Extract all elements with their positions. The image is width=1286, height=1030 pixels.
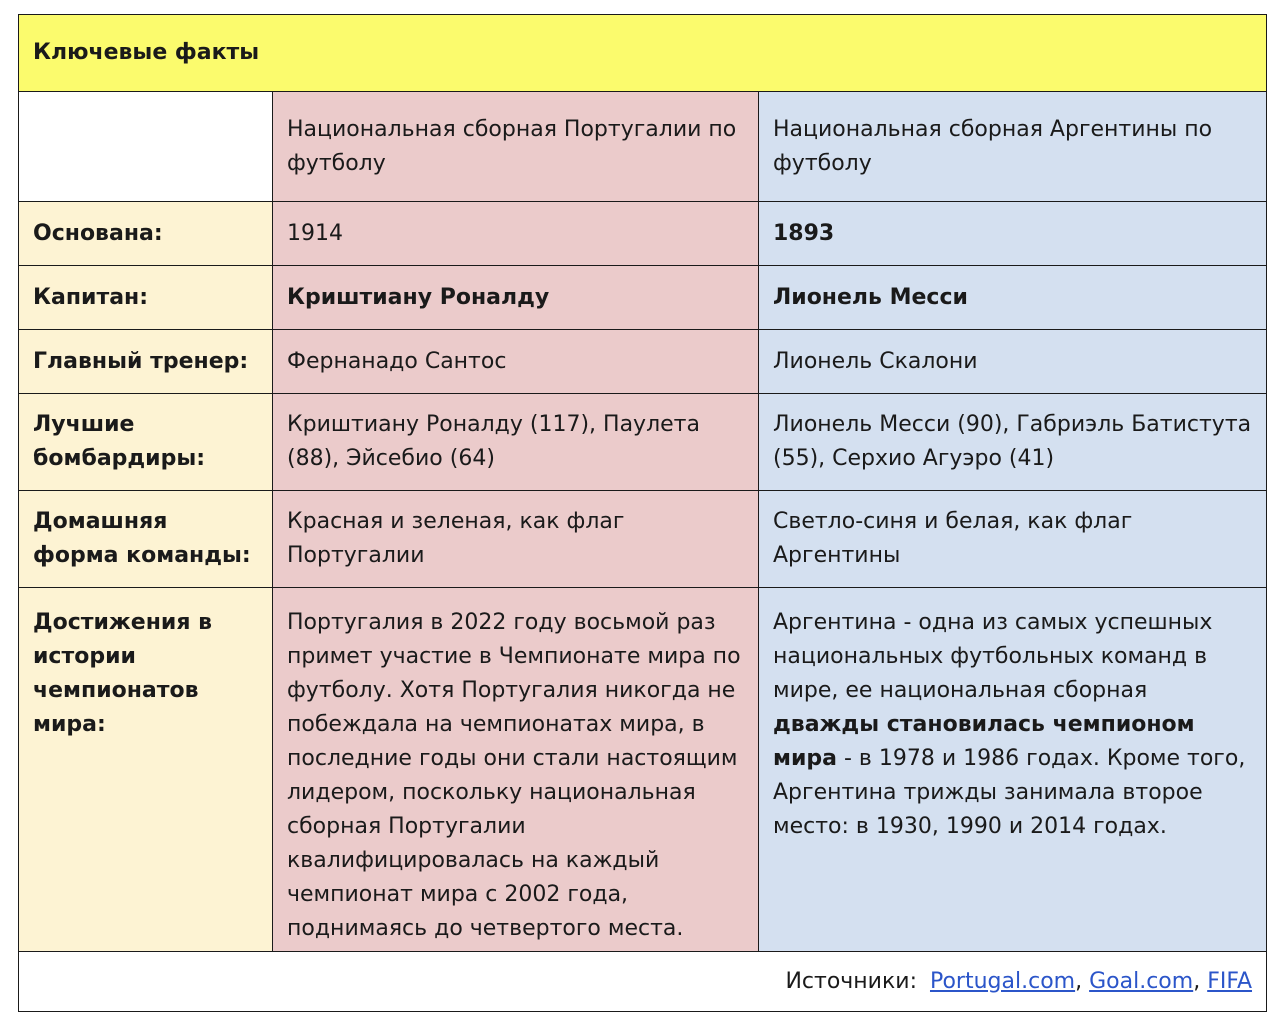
source-link-fifa[interactable]: FIFA: [1207, 968, 1253, 994]
portugal-achievements: Португалия в 2022 году восьмой раз примет участие в Чемпионате мира по футболу. Хотя Португалия никогда не побеждала на чемпионатах мира, в последние годы они стали настоящим лидером, поскольку национальная сборная Португалии квалифицировалась на каждый чемпионат мира с 2002 года, поднимаясь до четвертого места.: [273, 588, 759, 952]
source-link-portugal[interactable]: Portugal.com: [929, 968, 1076, 994]
argentina-founded: 1893: [759, 202, 1267, 266]
key-facts-table: [18, 14, 1267, 1012]
sources-label: Источники:: [785, 968, 917, 994]
row-label: Капитан:: [19, 266, 273, 330]
table-row-achievements: [19, 588, 1267, 952]
argentina-coach: Лионель Скалони: [759, 330, 1267, 394]
table-row-coach: [19, 330, 1267, 394]
column-header-portugal: Национальная сборная Португалии по футболу: [273, 92, 759, 202]
empty-header-cell: [19, 92, 273, 202]
row-label: Основана:: [19, 202, 273, 266]
portugal-kit: Красная и зеленая, как флаг Португалии: [273, 491, 759, 588]
table-row-captain: [19, 266, 1267, 330]
source-link-goal[interactable]: Goal.com: [1089, 968, 1194, 994]
portugal-scorers: Криштиану Роналду (117), Паулета (88), Эйсебио (64): [273, 394, 759, 491]
column-header-argentina: Национальная сборная Аргентины по футболу: [759, 92, 1267, 202]
argentina-scorers: Лионель Месси (90), Габриэль Батистута (55), Серхио Агуэро (41): [759, 394, 1267, 491]
argentina-achievements-highlight: дважды становилась чемпионом мира: [773, 712, 1195, 771]
portugal-coach: Фернанадо Сантос: [273, 330, 759, 394]
portugal-captain: Криштиану Роналду: [273, 266, 759, 330]
portugal-founded: 1914: [273, 202, 759, 266]
argentina-achievements-text: Аргентина - одна из самых успешных национальных футбольных команд в мире, ее национальная сборная: [773, 610, 1213, 703]
row-label: Достижения в истории чемпионатов мира:: [19, 588, 273, 952]
table-row-scorers: [19, 394, 1267, 491]
table-row-founded: [19, 202, 1267, 266]
argentina-kit: Светло-синя и белая, как флаг Аргентины: [759, 491, 1267, 588]
row-label: Главный тренер:: [19, 330, 273, 394]
argentina-achievements: [759, 588, 1267, 952]
table-title: Ключевые факты: [19, 15, 1267, 92]
row-label: Домашняя форма команды:: [19, 491, 273, 588]
argentina-achievements-text-end: - в 1978 и 1986 годах. Кроме того, Аргентина трижды занимала второе место: в 1930, 1990 и 2014 годах.: [773, 746, 1246, 839]
argentina-captain: Лионель Месси: [759, 266, 1267, 330]
table-row-kit: [19, 491, 1267, 588]
row-label: Лучшие бомбардиры:: [19, 394, 273, 491]
sources-footer: Источники: Portugal.com, Goal.com, FIFA: [19, 952, 1267, 1012]
